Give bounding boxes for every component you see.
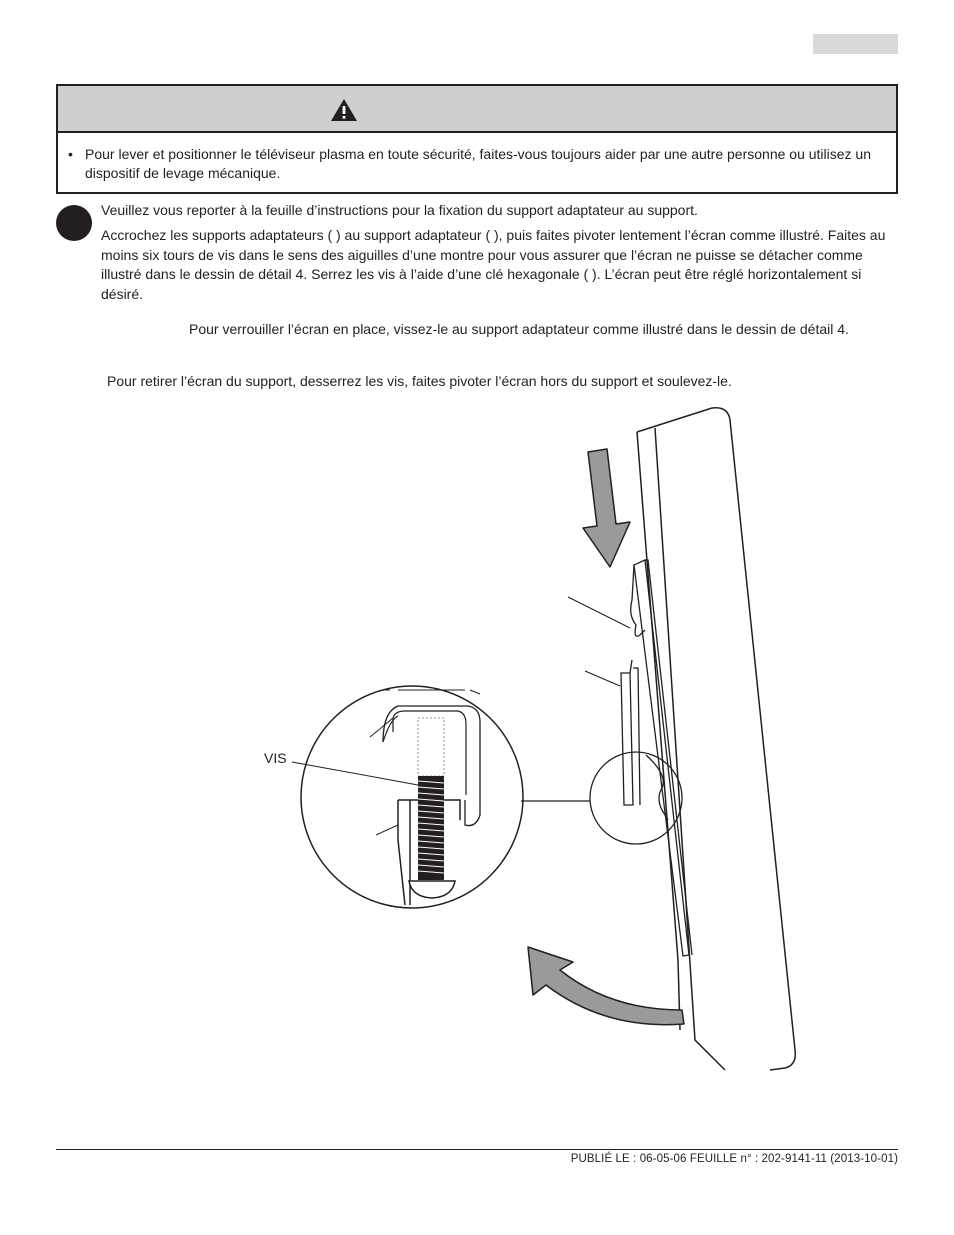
footer-publication-info: PUBLIÉ LE : 06-05-06 FEUILLE n° : 202-9141-11 (2013-10-01) (570, 1153, 898, 1165)
detail-circle-large (301, 686, 523, 908)
screw-label: VIS (264, 750, 287, 766)
instruction-remove-screen: Pour retirer l’écran du support, desserrez les vis, faites pivoter l’écran hors du support et soulevez-le. (107, 373, 732, 389)
detail-circle-small (590, 752, 682, 844)
instruction-reference: Veuillez vous reporter à la feuille d’instructions pour la fixation du support adaptateur au support. (101, 202, 698, 218)
screw (409, 718, 455, 898)
leader-lines (292, 597, 630, 835)
wall-plate (621, 660, 640, 805)
footer-rule (56, 1149, 898, 1150)
warning-bullet: • (68, 146, 73, 162)
warning-text: Pour lever et positionner le téléviseur plasma en toute sécurité, faites-vous toujours aider par une autre personne ou utilisez un dispositif de levage mécanique. (85, 146, 872, 181)
down-arrow (583, 449, 630, 567)
instruction-lock-screen: Pour verrouiller l’écran en place, vissez-le au support adaptateur comme illustré dans le dessin de détail 4. (189, 321, 849, 337)
screen-panel (637, 408, 795, 1070)
instruction-hook-brackets: Accrochez les supports adaptateurs ( ) au support adaptateur ( ), puis faites pivoter lentement l’écran comme illustré. Faites au moins six tours de vis dans le sens des aiguilles d’une montre pour vous assurer que l’écran ne puisse se détacher comme illustré dans le dessin de détail 4. Serrez les vis à l’aide d’une clé hexagonale ( ). L’écran peut être réglé horizontalement si désiré. (101, 227, 886, 302)
rotate-arrow (528, 947, 684, 1025)
